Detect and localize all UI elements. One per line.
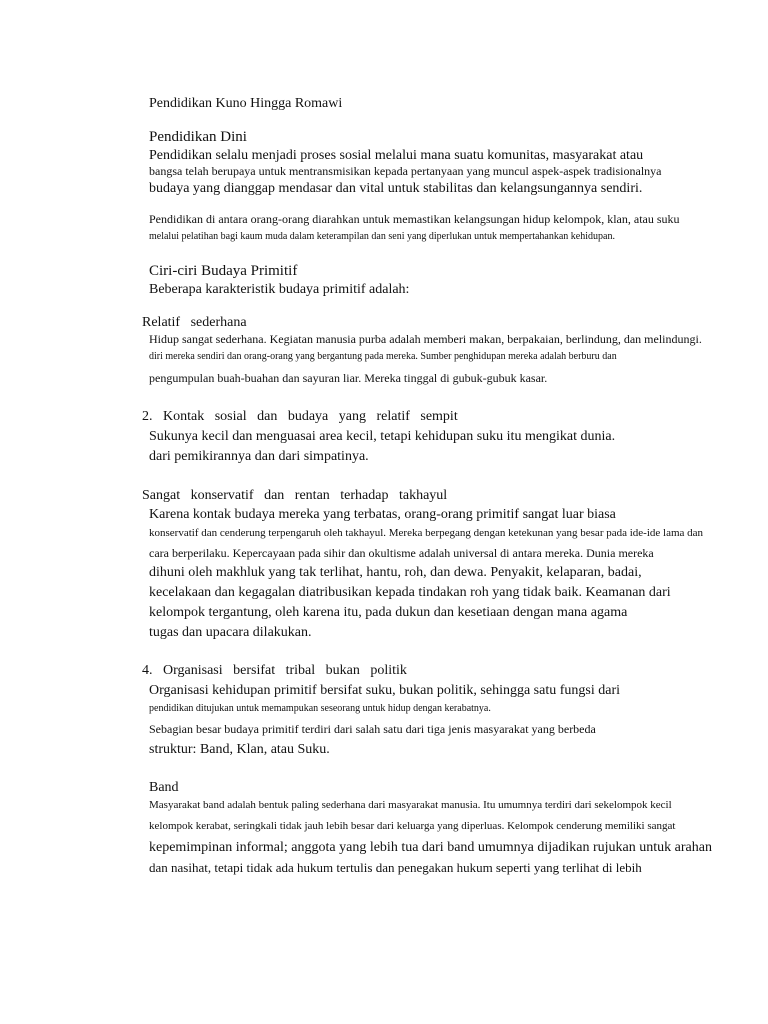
item-heading-relatif-sederhana: Relatif sederhana bbox=[142, 315, 247, 330]
paragraph-line: pendidikan ditujukan untuk memampukan seseorang untuk hidup dengan kerabatnya. bbox=[149, 703, 491, 714]
paragraph-line: Karena kontak budaya mereka yang terbatas, orang-orang primitif sangat luar biasa bbox=[149, 507, 616, 522]
paragraph-line: Sebagian besar budaya primitif terdiri dari salah satu dari tiga jenis masyarakat yang berbeda bbox=[149, 722, 596, 736]
paragraph-line: melalui pelatihan bagi kaum muda dalam keterampilan dan seni yang diperlukan untuk mempertahankan kehidupan. bbox=[149, 231, 615, 242]
paragraph-line: konservatif dan cenderung terpengaruh oleh takhayul. Mereka berpegang dengan ketekunan yang besar pada ide-ide lama dan bbox=[149, 527, 704, 539]
paragraph-line: Pendidikan selalu menjadi proses sosial melalui mana suatu komunitas, masyarakat atau bbox=[149, 148, 644, 163]
section-heading-band: Band bbox=[149, 780, 179, 795]
paragraph-line: tugas dan upacara dilakukan. bbox=[149, 625, 312, 640]
paragraph-line: dihuni oleh makhluk yang tak terlihat, hantu, roh, dan dewa. Penyakit, kelaparan, badai, bbox=[149, 565, 642, 580]
paragraph-line: Sukunya kecil dan menguasai area kecil, tetapi kehidupan suku itu mengikat dunia. bbox=[149, 429, 616, 444]
paragraph-line: kelompok kerabat, seringkali tidak jauh lebih besar dari keluarga yang diperluas. Kelompok cenderung memiliki sangat bbox=[149, 820, 676, 832]
section-heading-ciri-ciri: Ciri-ciri Budaya Primitif bbox=[149, 263, 298, 279]
paragraph-line: Masyarakat band adalah bentuk paling sederhana dari masyarakat manusia. Itu umumnya terdiri dari sekelompok kecil bbox=[149, 799, 672, 811]
document-title: Pendidikan Kuno Hingga Romawi bbox=[149, 96, 343, 111]
paragraph-line: kelompok tergantung, oleh karena itu, pada dukun dan kesetiaan dengan mana agama bbox=[149, 605, 628, 620]
paragraph-line: bangsa telah berupaya untuk mentransmisikan kepada pertanyaan yang muncul aspek-aspek tradisionalnya bbox=[149, 164, 662, 178]
paragraph-line: kecelakaan dan kegagalan diatribusikan kepada tindakan roh yang tidak baik. Keamanan dari bbox=[149, 585, 671, 600]
item-heading-kontak-sosial: 2. Kontak sosial dan budaya yang relatif sempit bbox=[142, 409, 458, 424]
paragraph-line: diri mereka sendiri dan orang-orang yang bergantung pada mereka. Sumber penghidupan mereka adalah berburu dan bbox=[149, 351, 617, 362]
paragraph-line: dari pemikirannya dan dari simpatinya. bbox=[149, 449, 369, 464]
paragraph-line: Organisasi kehidupan primitif bersifat suku, bukan politik, sehingga satu fungsi dari bbox=[149, 683, 620, 698]
section-intro: Beberapa karakteristik budaya primitif adalah: bbox=[149, 282, 410, 297]
paragraph-line: dan nasihat, tetapi tidak ada hukum tertulis dan penegakan hukum seperti yang terlihat di lebih bbox=[149, 860, 642, 875]
item-heading-sangat-konservatif: Sangat konservatif dan rentan terhadap takhayul bbox=[142, 488, 448, 503]
item-heading-organisasi-tribal: 4. Organisasi bersifat tribal bukan politik bbox=[142, 663, 407, 678]
section-heading-pendidikan-dini: Pendidikan Dini bbox=[149, 129, 247, 145]
paragraph-line: Pendidikan di antara orang-orang diarahkan untuk memastikan kelangsungan hidup kelompok, klan, atau suku bbox=[149, 212, 680, 226]
paragraph-line: kepemimpinan informal; anggota yang lebih tua dari band umumnya dijadikan rujukan untuk arahan bbox=[149, 840, 712, 855]
paragraph-line: cara berperilaku. Kepercayaan pada sihir dan okultisme adalah universal di antara mereka. Dunia mereka bbox=[149, 546, 654, 560]
paragraph-line: struktur: Band, Klan, atau Suku. bbox=[149, 742, 330, 757]
paragraph-line: Hidup sangat sederhana. Kegiatan manusia purba adalah memberi makan, berpakaian, berlindung, dan melindungi. bbox=[149, 332, 702, 346]
paragraph-line: budaya yang dianggap mendasar dan vital untuk stabilitas dan kelangsungannya sendiri. bbox=[149, 181, 643, 196]
paragraph-line: pengumpulan buah-buahan dan sayuran liar. Mereka tinggal di gubuk-gubuk kasar. bbox=[149, 371, 548, 385]
